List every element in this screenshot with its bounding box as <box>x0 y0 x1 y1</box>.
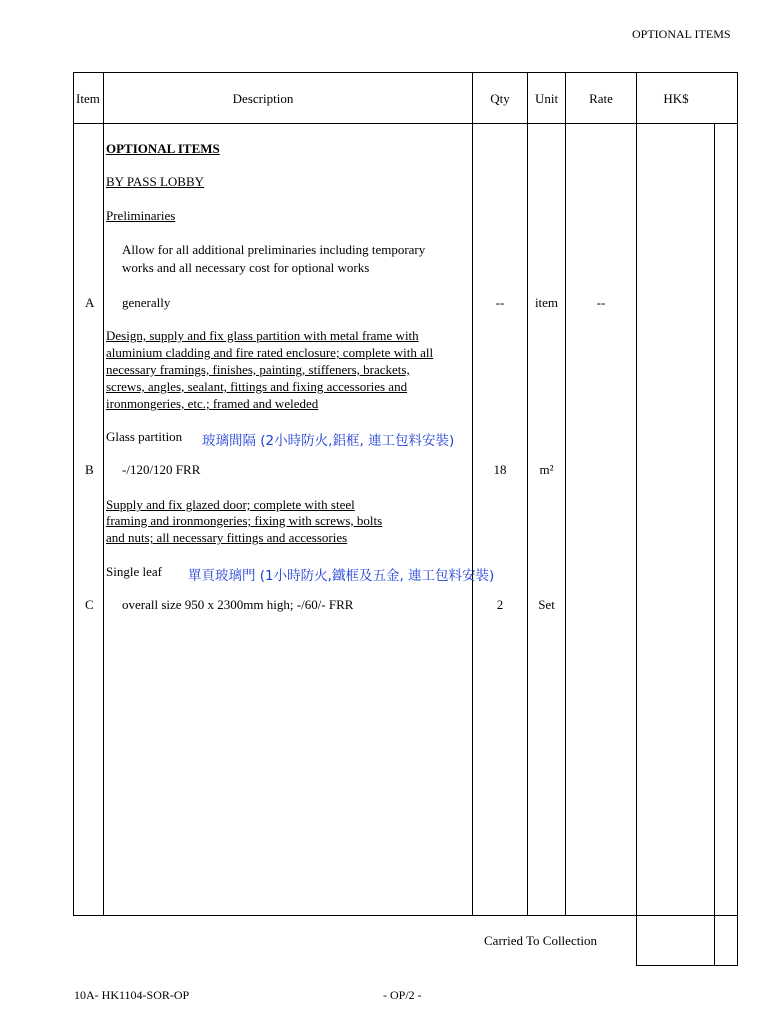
table-left-border <box>73 72 74 916</box>
page-section-title: OPTIONAL ITEMS <box>632 27 731 41</box>
glass-spec-line-1: Design, supply and fix glass partition with metal frame with <box>106 328 419 343</box>
column-header-rate: Rate <box>589 91 613 106</box>
cents-col-divider <box>714 123 715 966</box>
document-reference: 10A- HK1104-SOR-OP <box>74 988 190 1002</box>
glass-partition-label: Glass partition <box>106 429 183 444</box>
row-a-qty: -- <box>495 295 505 310</box>
row-c-qty: 2 <box>496 597 504 612</box>
row-a-unit: item <box>534 295 559 310</box>
glass-spec-line-4: screws, angles, sealant, fittings and fixing accessories and <box>106 379 408 394</box>
glass-spec-line-2: aluminium cladding and fire rated enclosure; complete with all <box>106 345 434 360</box>
section-heading: OPTIONAL ITEMS <box>106 141 220 156</box>
page-number: - OP/2 - <box>383 988 422 1002</box>
table-bottom-border <box>73 915 738 916</box>
row-c-item: C <box>85 597 94 612</box>
column-header-item: Item <box>76 91 100 106</box>
preliminaries-description-line-1: Allow for all additional preliminaries including temporary <box>122 242 426 257</box>
door-spec-line-3: and nuts; all necessary fittings and accessories <box>106 530 348 545</box>
row-a-rate: -- <box>596 295 606 310</box>
glass-spec-line-5: ironmongeries, etc.; framed and weleded <box>106 396 319 411</box>
preliminaries-description-line-2: works and all necessary cost for optional works <box>122 260 370 275</box>
row-b-description: -/120/120 FRR <box>122 462 201 477</box>
row-a-item: A <box>85 295 95 310</box>
row-c-unit: Set <box>538 597 555 612</box>
qty-col-divider <box>527 72 528 916</box>
column-header-unit: Unit <box>534 91 559 106</box>
preliminaries-heading: Preliminaries <box>106 208 176 223</box>
table-right-border <box>737 72 738 966</box>
row-b-qty: 18 <box>493 462 507 477</box>
door-spec-line-2: framing and ironmongeries; fixing with screws, bolts <box>106 513 383 528</box>
column-header-description: Description <box>232 91 294 106</box>
subheading: BY PASS LOBBY <box>106 174 205 189</box>
row-b-unit: m² <box>539 462 554 477</box>
column-header-qty: Qty <box>490 91 510 106</box>
unit-col-divider <box>565 72 566 916</box>
item-col-divider <box>103 72 104 916</box>
header-bottom-border <box>73 123 738 124</box>
row-b-item: B <box>85 462 94 477</box>
row-c-description: overall size 950 x 2300mm high; -/60/- FRR <box>122 597 354 612</box>
single-leaf-label: Single leaf <box>106 564 162 579</box>
collection-box-bottom <box>636 965 738 966</box>
glass-partition-note: 玻璃間隔 (2小時防火,鋁框, 連工包料安裝) <box>202 433 455 449</box>
row-a-description: generally <box>122 295 171 310</box>
description-col-divider <box>472 72 473 916</box>
glass-spec-line-3: necessary framings, finishes, painting, stiffeners, brackets, <box>106 362 410 377</box>
column-header-amount: HK$ <box>663 91 689 106</box>
rate-col-divider <box>636 72 637 966</box>
carried-to-collection-label: Carried To Collection <box>484 933 597 948</box>
table-top-border <box>73 72 738 73</box>
single-leaf-note: 單頁玻璃門 (1小時防火,鐵框及五金, 連工包料安裝) <box>188 568 495 584</box>
door-spec-line-1: Supply and fix glazed door; complete with steel <box>106 497 355 512</box>
